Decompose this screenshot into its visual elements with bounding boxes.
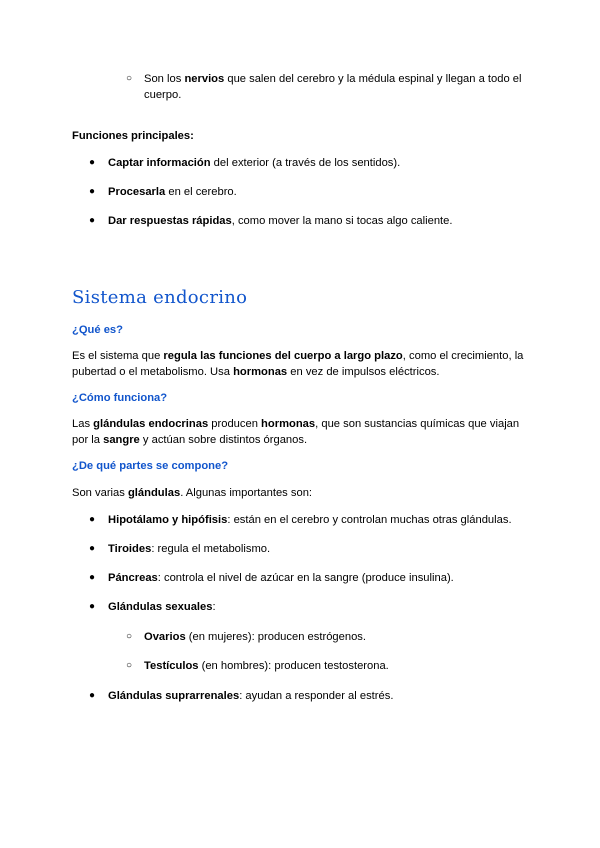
partes-heading: ¿De qué partes se compone? — [72, 460, 229, 472]
bullet-icon: ● — [89, 514, 96, 525]
bullet-icon: ● — [89, 157, 96, 168]
partes-paragraph: Son varias glándulas. Algunas importantes son: — [72, 487, 313, 499]
bullet-icon: ● — [89, 215, 96, 226]
como-funciona-paragraph: Las glándulas endocrinas producen hormonas, que son sustancias químicas que viajan por la sangre y actúan sobre distintos órganos. — [72, 418, 520, 446]
list-item-text: del exterior (a través de los sentidos). — [210, 157, 401, 169]
circle-bullet-icon: ○ — [126, 73, 133, 84]
section-title: Sistema endocrino — [72, 287, 248, 308]
list-item-bold: Ovarios — [144, 631, 186, 643]
list-item-text: que salen del cerebro y la médula espinal y llegan a todo el cuerpo. — [144, 73, 522, 101]
list-item-text: : — [212, 601, 216, 613]
list-item-text: (en hombres): producen testosterona. — [198, 660, 389, 672]
list-item-bold: Testículos — [144, 660, 199, 672]
bullet-icon: ● — [89, 601, 96, 612]
list-item-text: : regula el metabolismo. — [151, 543, 271, 555]
list-item-text: en el cerebro. — [165, 186, 237, 198]
list-item-bold: Hipotálamo y hipófisis — [108, 514, 228, 526]
list-item-text: (en mujeres): producen estrógenos. — [185, 631, 367, 643]
bullet-icon: ● — [89, 543, 96, 554]
list-item-bold: nervios — [184, 73, 225, 85]
bullet-icon: ● — [89, 690, 96, 701]
list-item-bold: Glándulas sexuales — [108, 601, 213, 613]
que-es-heading: ¿Qué es? — [72, 324, 123, 336]
bullet-icon: ● — [89, 572, 96, 583]
funciones-heading: Funciones principales: — [72, 130, 194, 142]
list-item-text: : controla el nivel de azúcar en la sangre (produce insulina). — [157, 572, 454, 584]
list-item-bold: Páncreas — [108, 572, 158, 584]
list-item-text: , como mover la mano si tocas algo caliente. — [231, 215, 453, 227]
list-item-bold: Tiroides — [108, 543, 152, 555]
list-item-bold: Glándulas suprarrenales — [108, 690, 240, 702]
list-item-bold: Captar información — [108, 157, 211, 169]
list-item-text: Son los — [144, 73, 185, 85]
bullet-icon: ● — [89, 186, 96, 197]
circle-bullet-icon: ○ — [126, 660, 133, 671]
que-es-paragraph: Es el sistema que regula las funciones del cuerpo a largo plazo, como el crecimiento, la pubertad o el metabolismo. Usa hormonas en vez de impulsos eléctricos. — [72, 350, 524, 378]
como-funciona-heading: ¿Cómo funciona? — [72, 392, 168, 404]
list-item-bold: Procesarla — [108, 186, 166, 198]
list-item-text: : ayudan a responder al estrés. — [239, 690, 394, 702]
list-item-text: : están en el cerebro y controlan muchas otras glándulas. — [227, 514, 512, 526]
circle-bullet-icon: ○ — [126, 631, 133, 642]
list-item-bold: Dar respuestas rápidas — [108, 215, 232, 227]
